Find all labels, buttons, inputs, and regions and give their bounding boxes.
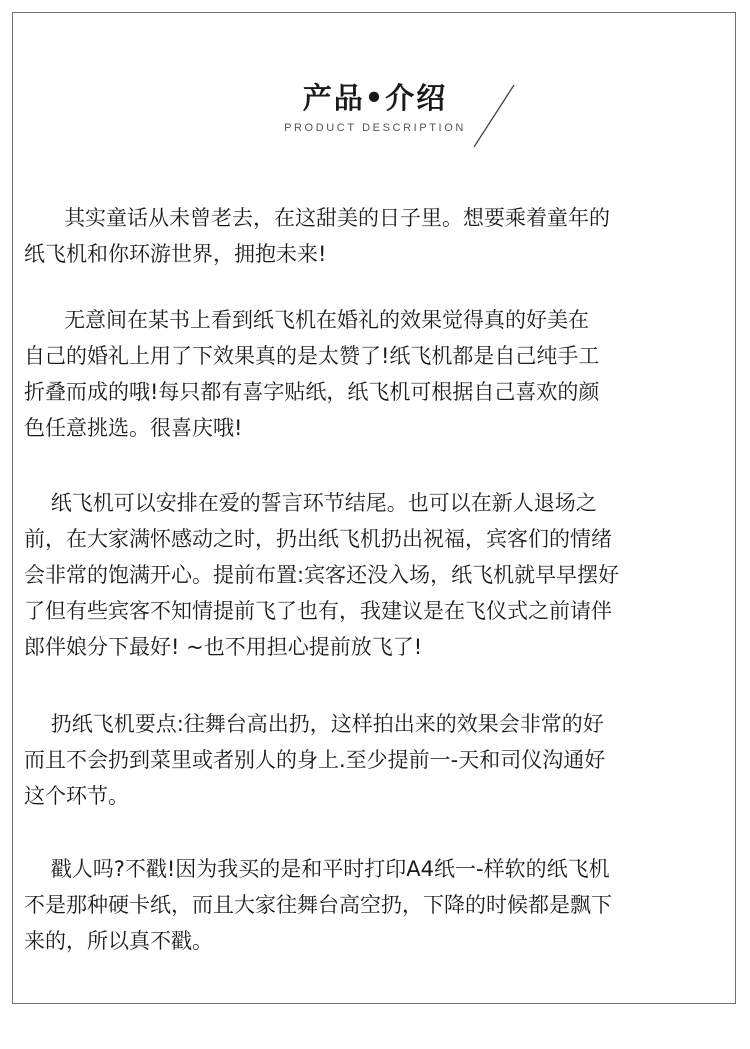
paragraph-throwing-tips: 扔纸飞机要点:往舞台高出扔，这样拍出来的效果会非常的好 而且不会扔到菜里或者别人的身上.至少提前一-天和司仪沟通好 这个环节。 — [24, 712, 606, 808]
paragraph-intro: 其实童话从未曾老去，在这甜美的日子里。想要乘着童年的 纸飞机和你环游世界，拥抱未来! — [24, 206, 611, 266]
paragraph-arrangement: 纸飞机可以安排在爱的誓言环节结尾。也可以在新人退场之 前，在大家满怀感动之时，扔出纸飞机扔出祝福，宾客们的情绪 会非常的饱满开心。提前布置:宾客还没入场，纸飞机就早早摆好 了但有些宾客不知情提前飞了也有，我建议是在飞仪式之前请伴 郎伴娘分下最好! ~也不用担心提前放飞了! — [24, 491, 620, 659]
decorative-slash-icon — [470, 83, 520, 149]
paragraph-safety: 戳人吗?不戳!因为我买的是和平时打印A4纸一-样软的纸飞机 不是那种硬卡纸，而且大家往舞台高空扔，下降的时候都是飘下 来的，所以真不戳。 — [24, 857, 612, 953]
paragraph-wedding-effect: 无意间在某书上看到纸飞机在婚礼的效果觉得真的好美在 自己的婚礼上用了下效果真的是太赞了!纸飞机都是自己纯手工 折叠而成的哦!每只都有喜字贴纸，纸飞机可根据自己喜欢的颜 色任意挑选。很喜庆哦! — [24, 308, 600, 440]
page-title: 产品•介绍 — [302, 81, 448, 115]
page-subtitle: PRODUCT DESCRIPTION — [284, 122, 466, 134]
